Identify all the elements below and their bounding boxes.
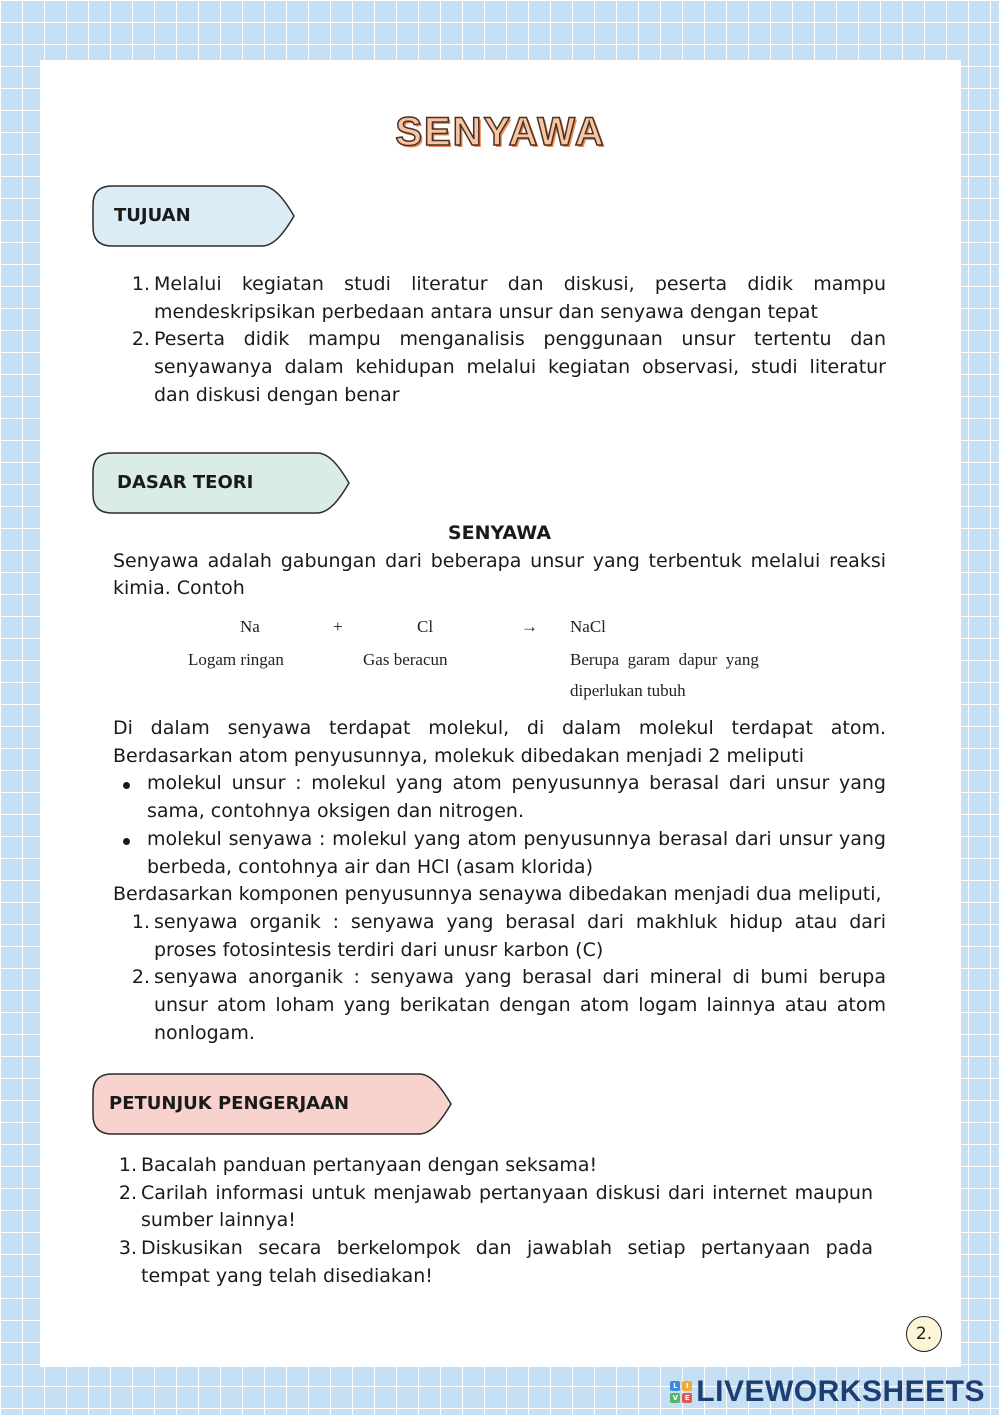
list-item: molekul unsur : molekul yang atom penyusunnya berasal dari unsur yang sama, contohnya oksigen dan nitrogen. <box>113 770 886 825</box>
worksheet-page <box>40 60 961 1367</box>
tag-dasar-teori-label: DASAR TEORI <box>117 472 254 493</box>
product-desc-line-2: diperlukan tubuh <box>570 681 686 700</box>
reactant-1-desc: Logam ringan <box>188 650 284 669</box>
list-item: 2. Peserta didik mampu menganalisis penggunaan unsur tertentu dan senyawanya dalam kehidupan melalui kegiatan observasi, studi literatur dan diskusi dengan benar <box>131 328 886 406</box>
tag-petunjuk-label: PETUNJUK PENGERJAAN <box>109 1093 350 1114</box>
liveworksheets-icon: L I V E <box>670 1381 692 1403</box>
compound-types-list <box>120 909 886 1048</box>
list-item: 1. Melalui kegiatan studi literatur dan diskusi, peserta didik mampu mendeskripsikan perbedaan antara unsur dan senyawa dengan tepat <box>131 273 886 323</box>
page-title: SENYAWA <box>395 110 606 154</box>
brand-name: LIVEWORKSHEETS <box>696 1375 985 1408</box>
reaction-arrow: → <box>521 617 538 636</box>
bullet-dot <box>123 782 130 789</box>
intro-paragraph: Senyawa adalah gabungan dari beberapa unsur yang terbentuk melalui reaksi kimia. Contoh <box>113 549 886 600</box>
dasar-teori-body <box>113 715 886 1047</box>
page-number: 2. <box>906 1316 942 1352</box>
reactant-2: Cl <box>417 617 434 636</box>
tujuan-list <box>120 271 886 410</box>
dasar-teori-intro <box>113 520 886 603</box>
reactant-1: Na <box>240 617 260 636</box>
component-paragraph: Berdasarkan komponen penyusunnya senaywa dibedakan menjadi dua meliputi, <box>113 883 882 906</box>
list-item: 1. Bacalah panduan pertanyaan dengan seksama! <box>118 1154 598 1176</box>
list-item: 2. senyawa anorganik : senyawa yang berasal dari mineral di bumi berupa unsur atom loham yang berikatan dengan atom logam lainnya atau atom nonlogam. <box>131 966 886 1044</box>
list-item: 1. senyawa organik : senyawa yang berasal dari makhluk hidup atau dari proses fotosintesis terdiri dari unusr karbon (C) <box>131 910 886 961</box>
brand-logo[interactable] <box>670 1377 985 1407</box>
tag-petunjuk <box>92 1073 454 1135</box>
molecule-bullets <box>113 770 886 881</box>
list-item: 3. Diskusikan secara berkelompok dan jawablah setiap pertanyaan pada tempat yang telah disediakan! <box>118 1237 873 1287</box>
list-item: 2. Carilah informasi untuk menjawab pertanyaan diskusi dari internet maupun sumber lainnya! <box>118 1181 873 1232</box>
tag-tujuan <box>92 185 297 247</box>
tag-tujuan-label: TUJUAN <box>114 205 191 226</box>
reactant-2-desc: Gas beracun <box>363 650 448 669</box>
list-item: molekul senyawa : molekul yang atom penyusunnya berasal dari unsur yang berbeda, contohnya air dan HCl (asam klorida) <box>113 826 886 881</box>
tag-dasar-teori <box>92 452 352 514</box>
petunjuk-list <box>107 1152 873 1291</box>
molecule-paragraph: Di dalam senyawa terdapat molekul, di dalam molekul terdapat atom. Berdasarkan atom penyusunnya, molekuk dibedakan menjadi 2 meliputi <box>113 717 886 767</box>
bullet-dot <box>123 838 130 845</box>
product: NaCl <box>570 617 606 636</box>
section-subtitle: SENYAWA <box>447 522 552 544</box>
plus-sign: + <box>333 617 343 636</box>
product-desc-line-1: Berupa garam dapur yang <box>570 650 759 669</box>
